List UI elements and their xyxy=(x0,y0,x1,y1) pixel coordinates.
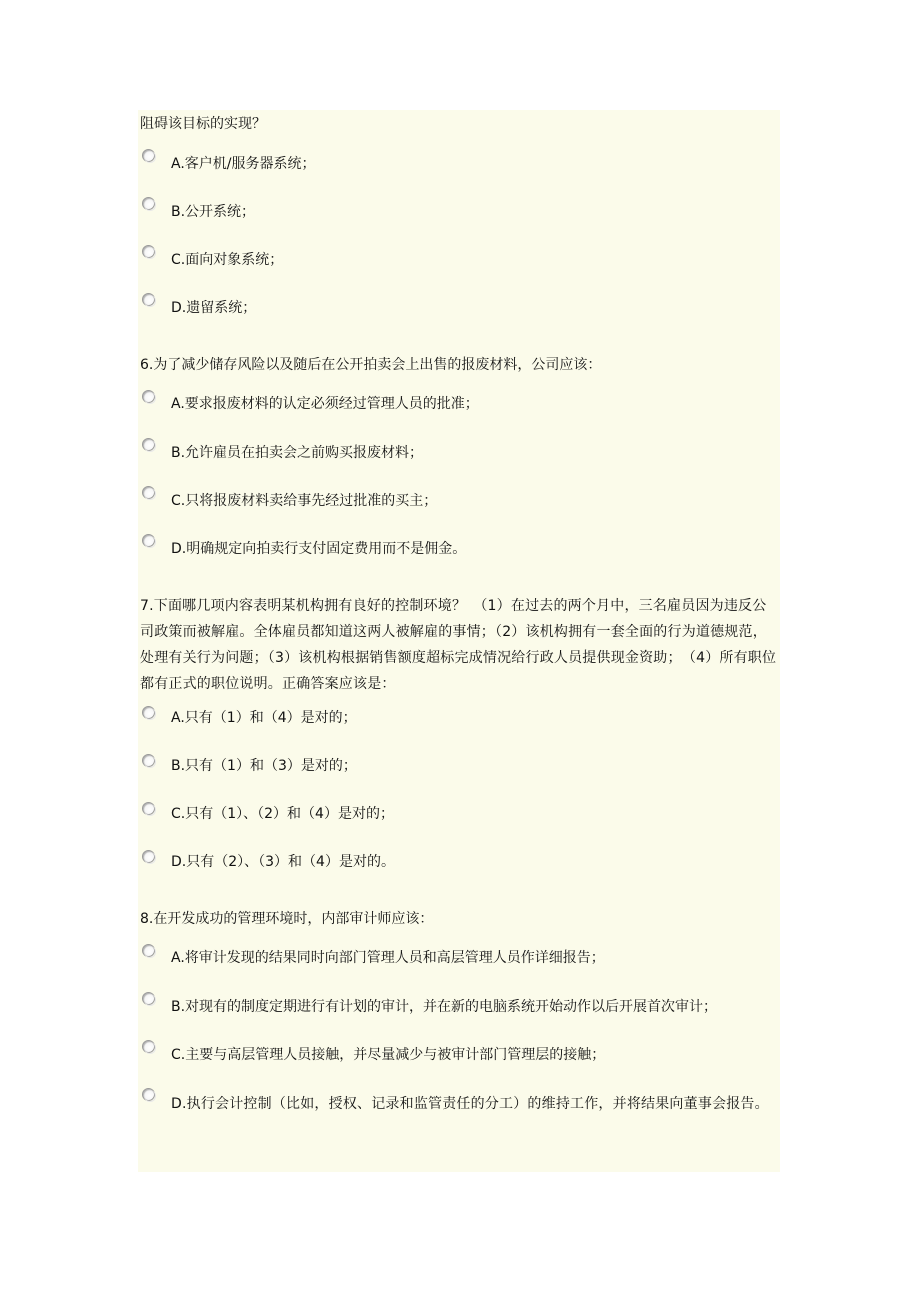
question-7-option-b-radio[interactable] xyxy=(142,754,155,767)
question-7-option-c-label[interactable]: C.只有（1）、（2）和（4）是对的； xyxy=(171,806,394,822)
question-7-option-b-label[interactable]: B.只有（1）和（3）是对的； xyxy=(171,758,357,774)
question-5-option-c-label[interactable]: C.面向对象系统； xyxy=(171,252,284,268)
question-8-option-b-radio[interactable] xyxy=(142,992,155,1005)
question-7-text: 7.下面哪几项内容表明某机构拥有良好的控制环境？ （1）在过去的两个月中，三名雇员因为违反公司政策而被解雇。全体雇员都知道这两人被解雇的事情；（2）该机构拥有一套全面的行为道德规范，处理有关行为问题；（3）该机构根据销售额度超标完成情况给行政人员提供现金资助； （4）所有职位都有正式的职位说明。正确答案应该是： xyxy=(140,598,777,692)
question-8-option-d-label[interactable]: D.执行会计控制（比如，授权、记录和监管责任的分工）的维持工作，并将结果向董事会报告。 xyxy=(171,1096,769,1112)
question-7-option-d-label[interactable]: D.只有（2）、（3）和（4）是对的。 xyxy=(171,854,395,870)
question-6-option-c-radio[interactable] xyxy=(142,486,155,499)
question-6-option-a-label[interactable]: A.要求报废材料的认定必须经过管理人员的批准； xyxy=(171,396,479,412)
question-8-option-b-label[interactable]: B.对现有的制度定期进行有计划的审计，并在新的电脑系统开始动作以后开展首次审计； xyxy=(171,999,718,1015)
question-6-text: 6.为了减少储存风险以及随后在公开拍卖会上出售的报废材料，公司应该： xyxy=(140,357,602,373)
question-5-option-c-radio[interactable] xyxy=(142,245,155,258)
question-6-option-d-label[interactable]: D.明确规定向拍卖行支付固定费用而不是佣金。 xyxy=(171,541,467,557)
question-6-option-b-label[interactable]: B.允许雇员在拍卖会之前购买报废材料； xyxy=(171,445,424,461)
question-6-option-a-radio[interactable] xyxy=(142,390,155,403)
question-8-option-d-radio[interactable] xyxy=(142,1088,155,1101)
question-8-text: 8.在开发成功的管理环境时，内部审计师应该： xyxy=(140,911,434,927)
question-6-option-d-radio[interactable] xyxy=(142,534,155,547)
question-7-option-d-radio[interactable] xyxy=(142,850,155,863)
question-5-option-a-label[interactable]: A.客户机/服务器系统； xyxy=(171,156,316,172)
question-7-option-c-radio[interactable] xyxy=(142,802,155,815)
question-8-option-c-label[interactable]: C.主要与高层管理人员接触，并尽量减少与被审计部门管理层的接触； xyxy=(171,1047,606,1063)
question-8-option-a-radio[interactable] xyxy=(142,944,155,957)
question-8-option-a-label[interactable]: A.将审计发现的结果同时向部门管理人员和高层管理人员作详细报告； xyxy=(171,950,605,966)
question-7-option-a-label[interactable]: A.只有（1）和（4）是对的； xyxy=(171,710,357,726)
question-5-text: 阻碍该目标的实现？ xyxy=(140,116,266,132)
question-8-option-c-radio[interactable] xyxy=(142,1040,155,1053)
question-5-option-b-label[interactable]: B.公开系统； xyxy=(171,204,256,220)
question-5-option-d-radio[interactable] xyxy=(142,293,155,306)
question-6-option-b-radio[interactable] xyxy=(142,438,155,451)
question-5-option-a-radio[interactable] xyxy=(142,149,155,162)
question-5-option-d-label[interactable]: D.遗留系统； xyxy=(171,300,257,316)
question-6-option-c-label[interactable]: C.只将报废材料卖给事先经过批准的买主； xyxy=(171,493,438,509)
question-5-option-b-radio[interactable] xyxy=(142,197,155,210)
question-7-option-a-radio[interactable] xyxy=(142,706,155,719)
